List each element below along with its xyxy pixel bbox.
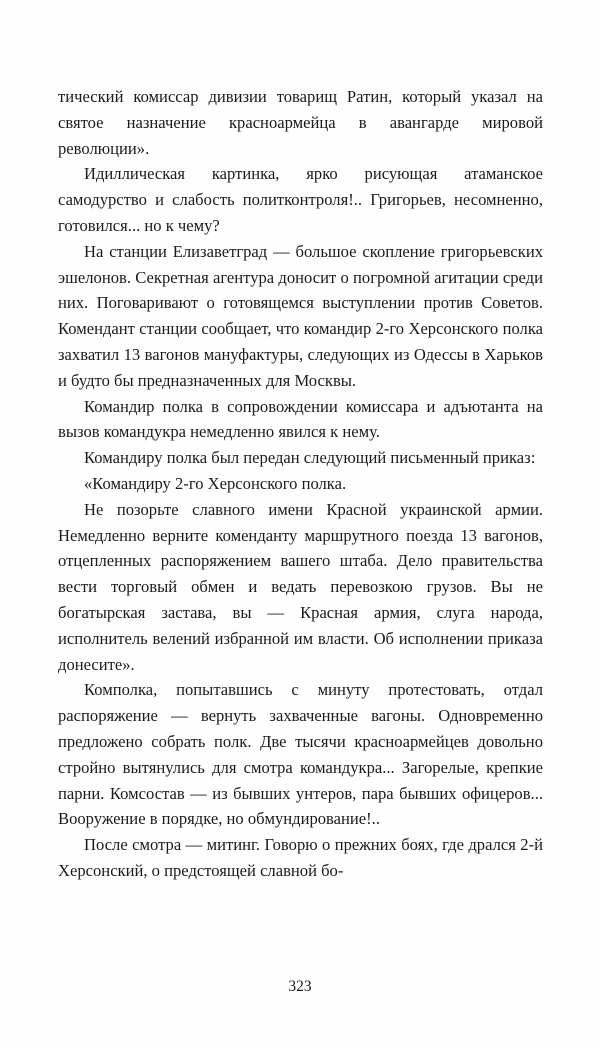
paragraph: На станции Елизаветград — большое скопление григорьевских эшелонов. Секретная агентура доносит о погромной агитации среди них. Поговаривают о готовящемся выступлении против Советов. Комендант станции сообщает, что командир 2-го Херсонского полка захватил 13 вагонов мануфактуры, следующих из Одессы в Харьков и будто бы предназначенных для Москвы. — [58, 241, 543, 390]
paragraph: Идиллическая картинка, ярко рисующая атаманское самодурство и слабость политконтроля!.. Григорьев, несомненно, готовился... но к чему? — [58, 164, 543, 235]
paragraph: Командир полка в сопровождении комиссара и адъютанта на вызов командукра немедленно явился к нему. — [58, 396, 543, 442]
page-number: 323 — [288, 978, 312, 995]
paragraph: Не позорьте славного имени Красной украинской армии. Немедленно верните коменданту маршрутного поезда 13 вагонов, отцепленных распоряжением вашего штаба. Дело правительства вести торговый обмен и ведать перевозкою грузов. Вы не богатырская застава, вы — Красная армия, слуга народа, исполнитель велений избранной им власти. Об исполнении приказа донесите». — [58, 499, 543, 674]
paragraph: тический комиссар дивизии товарищ Ратин, который указал на святое назначение красноармейца в авангарде мировой революции». — [58, 87, 543, 158]
paragraph: После смотра — митинг. Говорю о прежних боях, где дрался 2-й Херсонский, о предстоящей славной бо- — [58, 835, 543, 880]
body-text-column — [58, 84, 543, 884]
paragraph: «Командиру 2-го Херсонского полка. — [84, 473, 347, 493]
paragraph: Командиру полка был передан следующий письменный приказ: — [84, 448, 536, 468]
paragraph: Комполка, попытавшись с минуту протестовать, отдал распоряжение — вернуть захваченные вагоны. Одновременно предложено собрать полк. Две тысячи красноармейцев довольно стройно вытянулись для смотра командукра... Загорелые, крепкие парни. Комсостав — из бывших унтеров, пара бывших офицеров... Вооружение в порядке, но обмундирование!.. — [58, 680, 543, 829]
